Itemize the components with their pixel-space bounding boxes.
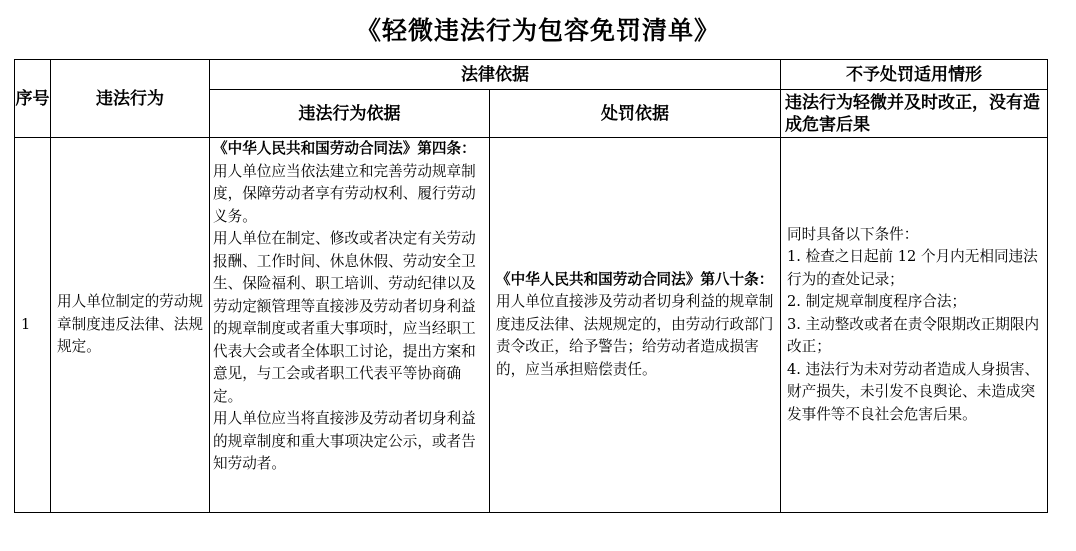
- penalty-basis-text: 用人单位直接涉及劳动者切身利益的规章制度违反法律、法规规定的，由劳动行政部门责令改正，给予警告；给劳动者造成损害的，应当承担赔偿责任。: [496, 293, 774, 378]
- table-row: [15, 138, 1048, 513]
- behavior-basis-p2: 用人单位在制定、修改或者决定有关劳动报酬、工作时间、休息休假、劳动安全卫生、保险福利、职工培训、劳动纪律以及劳动定额管理等直接涉及劳动者切身利益的规章制度或者重大事项时，应当经职工代表大会或者全体职工讨论，提出方案和意见，与工会或者职工代表平等协商确定。: [213, 230, 476, 405]
- row-seq: 1: [15, 138, 51, 513]
- header-behavior-basis: 违法行为依据: [210, 90, 490, 138]
- penalty-exemption-table: [14, 59, 1048, 513]
- behavior-basis-p3: 用人单位应当将直接涉及劳动者切身利益的规章制度和重大事项决定公示，或者告知劳动者。: [213, 410, 476, 472]
- header-no-penalty: 不予处罚适用情形: [781, 60, 1048, 90]
- behavior-basis-p1: 用人单位应当依法建立和完善劳动规章制度，保障劳动者享有劳动权利、履行劳动义务。: [213, 162, 476, 225]
- behavior-basis-law-title: 《中华人民共和国劳动合同法》第四条：: [213, 140, 476, 157]
- header-seq: 序号: [15, 60, 51, 138]
- conditions-item-4: 4. 违法行为未对劳动者造成人身损害、财产损失，未引发不良舆论、未造成突发事件等不良社会危害后果。: [787, 360, 1040, 423]
- header-penalty-basis: 处罚依据: [490, 90, 781, 138]
- header-behavior: 违法行为: [51, 60, 210, 138]
- conditions-intro: 同时具备以下条件：: [787, 225, 919, 243]
- conditions-item-1: 1. 检查之日起前 12 个月内无相同违法行为的查处记录；: [787, 248, 1038, 288]
- document-title: 《轻微违法行为包容免罚清单》: [355, 16, 720, 45]
- header-no-penalty-condition: 违法行为轻微并及时改正，没有造成危害后果: [781, 90, 1048, 138]
- row-penalty-basis: [490, 138, 781, 513]
- conditions-item-3: 3. 主动整改或者在责令限期改正期限内改正；: [787, 315, 1040, 356]
- conditions-item-2: 2. 制定规章制度程序合法；: [787, 293, 967, 311]
- header-legal-basis: 法律依据: [210, 60, 781, 90]
- row-conditions: [781, 138, 1048, 513]
- penalty-basis-law-title: 《中华人民共和国劳动合同法》第八十条：: [496, 270, 774, 288]
- row-behavior: 用人单位制定的劳动规章制度违反法律、法规规定。: [51, 138, 210, 513]
- row-behavior-basis: [210, 138, 490, 513]
